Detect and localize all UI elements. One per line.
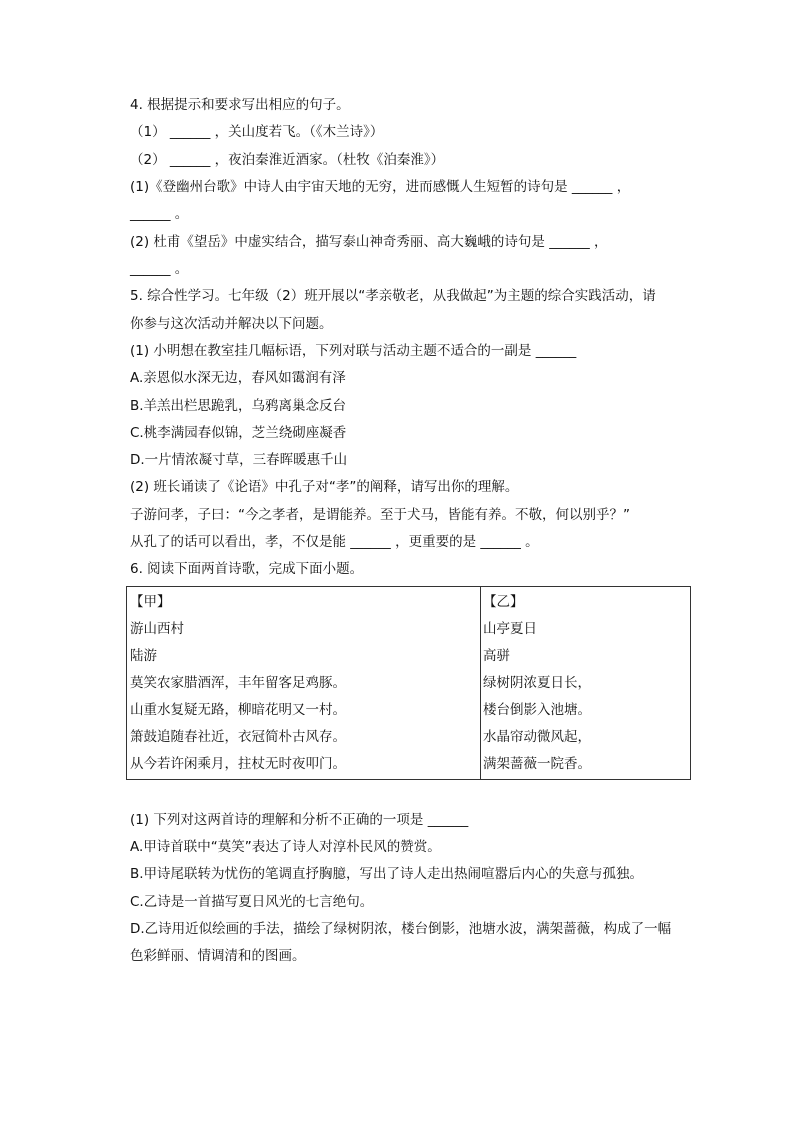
q5-sub-2: (2) 班长诵读了《论语》中孔子对“孝”的阐释，请写出你的理解。	[130, 479, 519, 495]
q4-item-1: （1） ______ ，关山度若飞。（《木兰诗》）	[130, 124, 384, 140]
q6-option-c: C.乙诗是一首描写夏日风光的七言绝句。	[130, 894, 374, 910]
q5-quote: 子游问孝，子曰：“今之孝者，是谓能养。至于犬马，皆能有养。不敬，何以别乎？”	[130, 507, 630, 523]
poem-b-title: 山亭夏日	[483, 621, 537, 637]
table-divider	[480, 587, 481, 779]
poem-comparison-table	[126, 586, 691, 780]
q6-sub-1: (1) 下列对这两首诗的理解和分析不正确的一项是 ______	[130, 812, 469, 828]
q6-option-d-cont: 色彩鲜丽、情调清和的图画。	[130, 948, 306, 964]
poem-b-line: 绿树阴浓夏日长，	[483, 675, 591, 691]
q6-option-b: B.甲诗尾联转为忧伤的笔调直抒胸臆，写出了诗人走出热闹喧嚣后内心的失意与孤独。	[130, 866, 644, 882]
poem-a-tag: 【甲】	[130, 594, 171, 610]
q5-sub-1: (1) 小明想在教室挂几幅标语，下列对联与活动主题不适合的一副是 ______	[130, 343, 577, 359]
q6-option-a: A.甲诗首联中“莫笑”表达了诗人对淳朴民风的赞赏。	[130, 839, 441, 855]
q4-item-4: (2) 杜甫《望岳》中虚实结合，描写泰山神奇秀丽、高大巍峨的诗句是 ______ ，	[130, 234, 608, 250]
poem-b-line: 满架蔷薇一院香。	[483, 756, 591, 772]
poem-a-line: 从今若许闲乘月，拄杖无时夜叩门。	[130, 756, 346, 772]
q4-item-2: （2） ______ ，夜泊秦淮近酒家。（杜牧《泊秦淮》）	[130, 152, 445, 168]
poem-a-line: 莫笑农家腊酒浑，丰年留客足鸡豚。	[130, 675, 346, 691]
q5-answer: 从孔了的话可以看出，孝，不仅是能 ______ ，更重要的是 ______ 。	[130, 534, 539, 550]
q5-option-a: A.亲恩似水深无边，春风如霭润有泽	[130, 370, 346, 386]
q4-item-3-cont: ______ 。	[130, 206, 189, 222]
q6-option-d: D.乙诗用近似绘画的手法，描绘了绿树阴浓，楼台倒影，池塘水波，满架蔷薇，构成了一幅	[130, 921, 672, 937]
q4-item-3: (1)《登幽州台歌》中诗人由宇宙天地的无穷，进而感慨人生短暂的诗句是 ______ ，	[130, 179, 631, 195]
poem-a-title: 游山西村	[130, 621, 184, 637]
q4-item-4-cont: ______ 。	[130, 261, 189, 277]
poem-b-line: 楼台倒影入池塘。	[483, 702, 591, 718]
q6-title: 6. 阅读下面两首诗歌，完成下面小题。	[130, 561, 364, 577]
q5-intro: 5. 综合性学习。七年级（2）班开展以“孝亲敬老，从我做起”为主题的综合实践活动，请	[130, 288, 656, 304]
q5-option-c: C.桃李满园春似锦，芝兰绕砌座凝香	[130, 425, 347, 441]
poem-b-tag: 【乙】	[483, 594, 524, 610]
poem-b-line: 水晶帘动微风起，	[483, 729, 591, 745]
q5-option-d: D.一片情浓凝寸草，三春晖暖惠千山	[130, 452, 348, 468]
poem-a-author: 陆游	[130, 648, 157, 664]
q4-title: 4. 根据提示和要求写出相应的句子。	[130, 97, 350, 113]
poem-a-line: 箫鼓追随春社近，衣冠简朴古风存。	[130, 729, 346, 745]
q5-option-b: B.羊羔出栏思跪乳，乌鸦离巢念反台	[130, 398, 347, 414]
q5-intro-cont: 你参与这次活动并解决以下问题。	[130, 316, 333, 332]
poem-a-line: 山重水复疑无路，柳暗花明又一村。	[130, 702, 346, 718]
poem-b-author: 高骈	[483, 648, 510, 664]
